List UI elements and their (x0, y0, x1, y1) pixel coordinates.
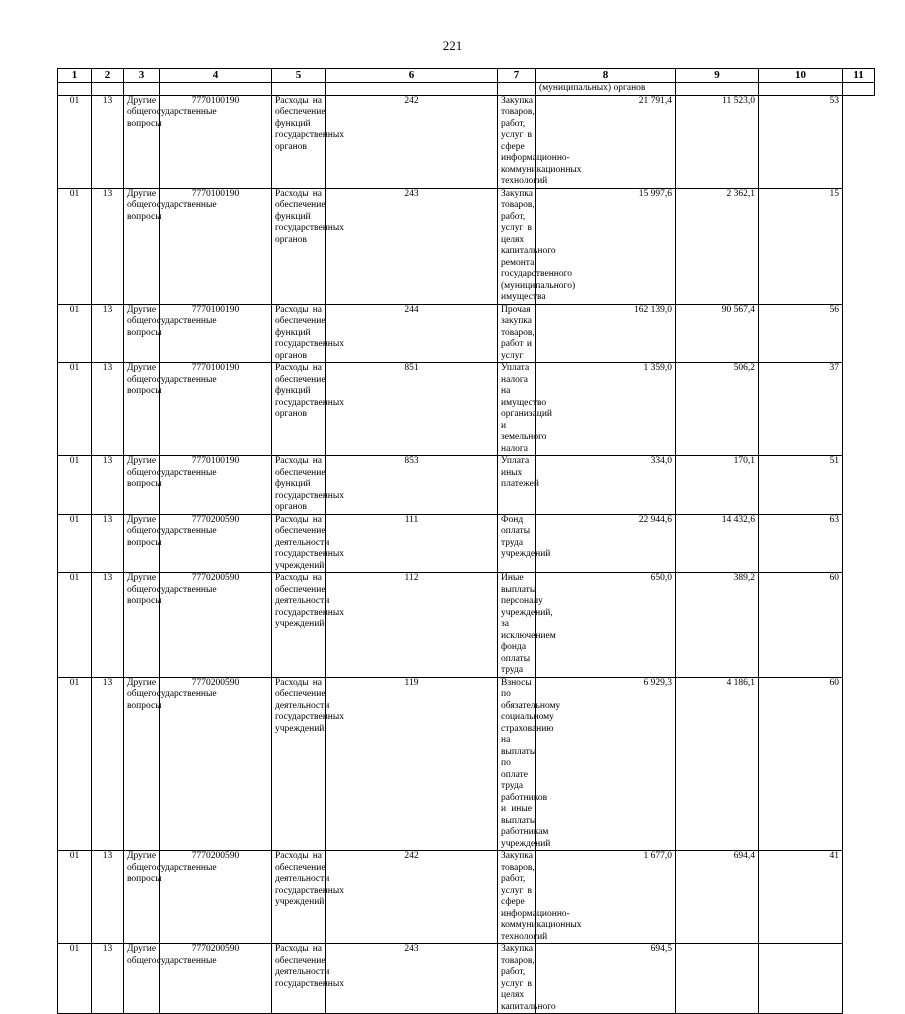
cell-percent: 60 (759, 677, 843, 851)
cell-executed-amount: 90 567,4 (676, 304, 759, 363)
col-header-8: 8 (536, 69, 676, 83)
cell-expense-type: Закупка товаров, работ, услуг в целях капитального (498, 944, 536, 1014)
cell-target-code: 7770100190 (160, 456, 272, 515)
cell-target-name: Расходы на обеспечение деятельности государственных учреждений (272, 851, 326, 944)
cell-target-code: 7770100190 (160, 363, 272, 456)
cell-section-name: Другие общегосударственные (124, 944, 160, 1014)
cell-executed-amount: 694,4 (676, 851, 759, 944)
cell-planned-amount: 15 997,6 (536, 188, 676, 304)
col-header-4: 4 (160, 69, 272, 83)
cell-expense-code: 243 (326, 944, 498, 1014)
cell-subsection: 13 (92, 456, 124, 515)
cell-planned-amount: 162 139,0 (536, 304, 676, 363)
cell-section-name: Другие общегосударственные вопросы (124, 514, 160, 573)
cell-section: 01 (58, 363, 92, 456)
table-row (58, 456, 875, 515)
cell-planned-amount: 21 791,4 (536, 95, 676, 188)
cell-executed-amount: 14 432,6 (676, 514, 759, 573)
cell-expense-code: 243 (326, 188, 498, 304)
cell-expense-code: 242 (326, 95, 498, 188)
cell-planned-amount: 1 677,0 (536, 851, 676, 944)
cell-expense-code: 851 (326, 363, 498, 456)
cell-expense-code: 111 (326, 514, 498, 573)
cell-section-name: Другие общегосударственные вопросы (124, 95, 160, 188)
cell-section: 01 (58, 677, 92, 851)
table-row (58, 304, 875, 363)
col-header-11: 11 (843, 69, 875, 83)
cell-executed-amount: 389,2 (676, 573, 759, 678)
cell-target-code: 7770200590 (160, 573, 272, 678)
cell-percent: 15 (759, 188, 843, 304)
cell-expense-type: Уплата налога на имущество организаций и земельного налога (498, 363, 536, 456)
cell-expense-type: Иные выплаты персоналу учреждений, за исключением фонда оплаты труда (498, 573, 536, 678)
table-row (58, 677, 875, 851)
cell-target-name: Расходы на обеспечение функций государственных органов (272, 456, 326, 515)
cell-percent: 63 (759, 514, 843, 573)
cell-section-name: Другие общегосударственные вопросы (124, 363, 160, 456)
cell-section: 01 (58, 95, 92, 188)
cell-percent: 60 (759, 573, 843, 678)
cell-section-name: Другие общегосударственные вопросы (124, 677, 160, 851)
col-header-6: 6 (326, 69, 498, 83)
cell-expense-code: 242 (326, 851, 498, 944)
cell-section: 01 (58, 851, 92, 944)
cell-expense-code: 112 (326, 573, 498, 678)
header-row (58, 69, 875, 83)
cell-planned-amount: 6 929,3 (536, 677, 676, 851)
cell-section: 01 (58, 188, 92, 304)
cell-section: 01 (58, 573, 92, 678)
cell-target-code: 7770200590 (160, 514, 272, 573)
cell-target-code: 7770100190 (160, 95, 272, 188)
cell-subsection: 13 (92, 944, 124, 1014)
cell-planned-amount: 1 359,0 (536, 363, 676, 456)
cell-expense-type: Закупка товаров, работ, услуг в сфере информационно-коммуникационных технологий (498, 851, 536, 944)
col-header-5: 5 (272, 69, 326, 83)
cell-expense-code: 853 (326, 456, 498, 515)
cell-executed-amount: 2 362,1 (676, 188, 759, 304)
cell-target-code: 7770100190 (160, 188, 272, 304)
table-row-partial (58, 944, 875, 1014)
col-header-7: 7 (498, 69, 536, 83)
cell-expense-type: Закупка товаров, работ, услуг в целях капитального ремонта государственного (муниципального) имущества (498, 188, 536, 304)
cell-subsection: 13 (92, 363, 124, 456)
cell-target-name: Расходы на обеспечение деятельности государственных учреждений (272, 573, 326, 678)
cell-executed-amount: 4 186,1 (676, 677, 759, 851)
cell-target-name: Расходы на обеспечение функций государственных органов (272, 188, 326, 304)
cell-expense-type: (муниципальных) органов (536, 83, 676, 96)
cell-subsection: 13 (92, 851, 124, 944)
continuation-row (58, 83, 875, 96)
cell-target-name: Расходы на обеспечение деятельности государственных (272, 944, 326, 1014)
cell-executed-amount: 11 523,0 (676, 95, 759, 188)
cell-target-name: Расходы на обеспечение деятельности государственных учреждений (272, 677, 326, 851)
cell-planned-amount: 334,0 (536, 456, 676, 515)
cell-target-name: Расходы на обеспечение функций государственных органов (272, 304, 326, 363)
cell-percent: 41 (759, 851, 843, 944)
table-row (58, 363, 875, 456)
cell-section: 01 (58, 514, 92, 573)
table-row (58, 188, 875, 304)
cell-percent: 56 (759, 304, 843, 363)
cell-section-name: Другие общегосударственные вопросы (124, 188, 160, 304)
col-header-10: 10 (759, 69, 843, 83)
cell-percent: 37 (759, 363, 843, 456)
col-header-3: 3 (124, 69, 160, 83)
cell-expense-code: 119 (326, 677, 498, 851)
cell-section-name: Другие общегосударственные вопросы (124, 304, 160, 363)
cell-target-name: Расходы на обеспечение функций государственных органов (272, 363, 326, 456)
cell-subsection: 13 (92, 573, 124, 678)
budget-table (57, 68, 875, 1014)
cell-executed-amount: 506,2 (676, 363, 759, 456)
cell-planned-amount: 22 944,6 (536, 514, 676, 573)
cell-target-code: 7770200590 (160, 851, 272, 944)
cell-expense-type: Прочая закупка товаров, работ и услуг (498, 304, 536, 363)
col-header-9: 9 (676, 69, 759, 83)
cell-subsection: 13 (92, 677, 124, 851)
cell-section-name: Другие общегосударственные вопросы (124, 573, 160, 678)
table-row (58, 573, 875, 678)
cell-subsection: 13 (92, 188, 124, 304)
cell-planned-amount: 650,0 (536, 573, 676, 678)
cell-expense-type: Закупка товаров, работ, услуг в сфере информационно-коммуникационных технологий (498, 95, 536, 188)
cell-percent (759, 944, 843, 1014)
cell-section: 01 (58, 456, 92, 515)
cell-section-name: Другие общегосударственные вопросы (124, 851, 160, 944)
cell-expense-type: Взносы по обязательному социальному страхованию на выплаты по оплате труда работников и иные выплаты работникам учреждений (498, 677, 536, 851)
cell-executed-amount (676, 944, 759, 1014)
cell-target-code: 7770200590 (160, 944, 272, 1014)
cell-expense-type: Фонд оплаты труда учреждений (498, 514, 536, 573)
cell-section: 01 (58, 304, 92, 363)
cell-planned-amount: 694,5 (536, 944, 676, 1014)
cell-percent: 53 (759, 95, 843, 188)
cell-target-code: 7770100190 (160, 304, 272, 363)
cell-section: 01 (58, 944, 92, 1014)
cell-target-name: Расходы на обеспечение функций государственных органов (272, 95, 326, 188)
cell-subsection: 13 (92, 514, 124, 573)
col-header-1: 1 (58, 69, 92, 83)
cell-target-code: 7770200590 (160, 677, 272, 851)
col-header-2: 2 (92, 69, 124, 83)
cell-subsection: 13 (92, 304, 124, 363)
cell-section-name: Другие общегосударственные вопросы (124, 456, 160, 515)
cell-percent: 51 (759, 456, 843, 515)
page-number: 221 (442, 38, 463, 53)
cell-expense-code: 244 (326, 304, 498, 363)
cell-subsection: 13 (92, 95, 124, 188)
cell-target-name: Расходы на обеспечение деятельности государственных учреждений (272, 514, 326, 573)
cell-executed-amount: 170,1 (676, 456, 759, 515)
table-row (58, 851, 875, 944)
table-row (58, 514, 875, 573)
cell-expense-type: Уплата иных платежей (498, 456, 536, 515)
table-row (58, 95, 875, 188)
